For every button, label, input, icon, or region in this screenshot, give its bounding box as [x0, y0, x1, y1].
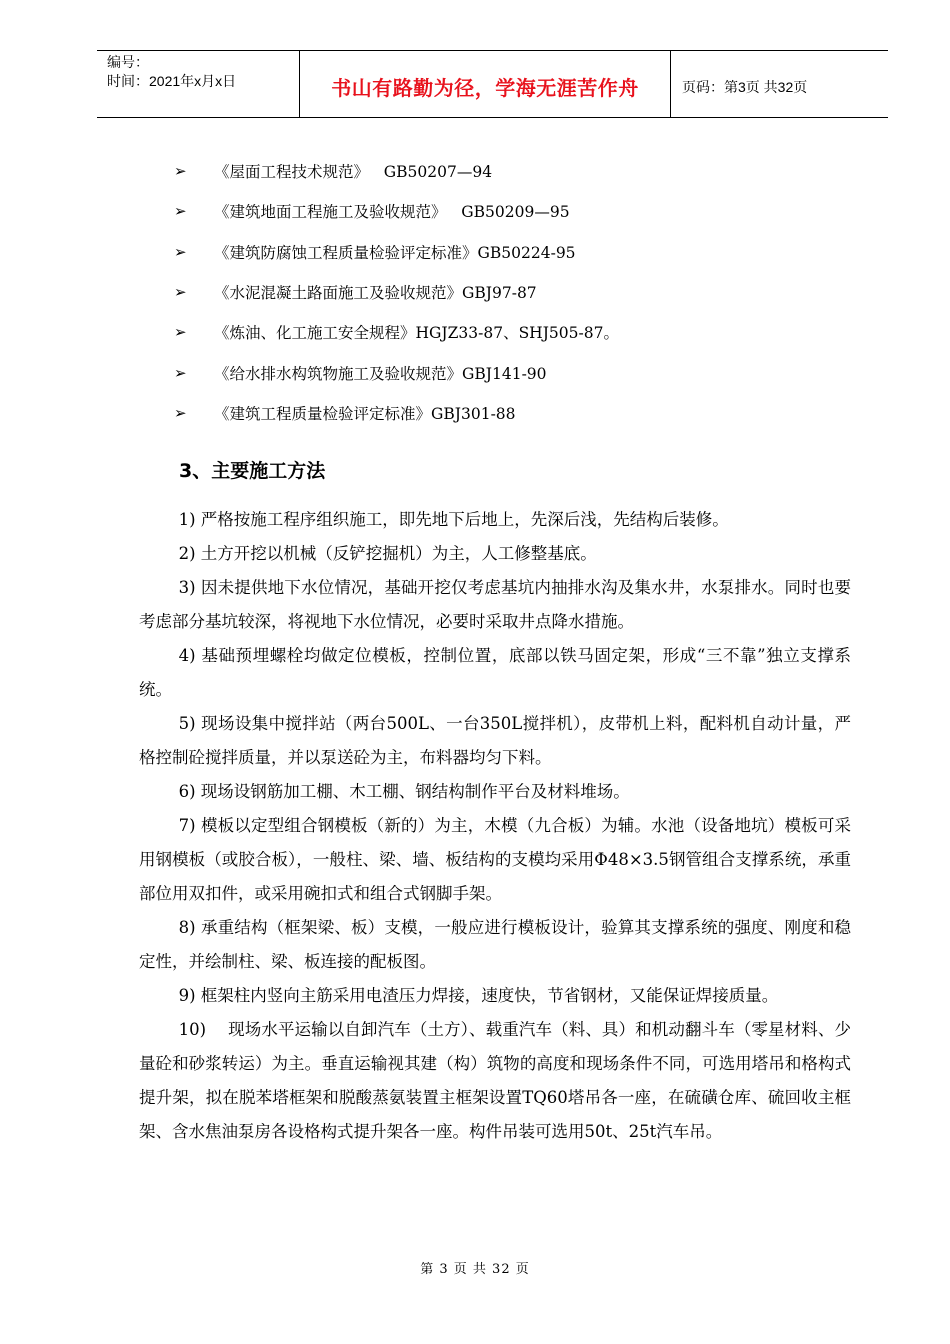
- paragraph: 4) 基础预埋螺栓均做定位模板，控制位置，底部以铁马固定架，形成“三不靠”独立支撑系统。: [139, 646, 851, 699]
- document-time: 时间：2021年x月x日: [107, 73, 237, 89]
- arrow-bullet-icon: ➢: [174, 283, 187, 302]
- standard-text: 《建筑工程质量检验评定标准》GBJ301-88: [214, 404, 516, 423]
- arrow-bullet-icon: ➢: [174, 202, 187, 221]
- header-motto: 书山有路勤为径，学海无涯苦作舟: [331, 76, 639, 100]
- paragraph: 7) 模板以定型组合钢模板（新的）为主，木模（九合板）为辅。水池（设备地坑）模板可采用钢模板（或胶合板），一般柱、梁、墙、板结构的支模均采用Φ48×3.5钢管组合支撑系统，承重部位用双扣件，或采用碗扣式和组合式钢脚手架。: [139, 816, 851, 903]
- standard-text: 《建筑防腐蚀工程质量检验评定标准》GB50224-95: [214, 243, 576, 262]
- paragraph: 3) 因未提供地下水位情况，基础开挖仅考虑基坑内抽排水沟及集水井，水泵排水。同时也要考虑部分基坑较深，将视地下水位情况，必要时采取井点降水措施。: [139, 578, 851, 631]
- paragraph: 1) 严格按施工程序组织施工，即先地下后地上，先深后浅，先结构后装修。: [178, 510, 729, 529]
- standard-text: 《给水排水构筑物施工及验收规范》GBJ141-90: [214, 364, 547, 383]
- list-item: [174, 352, 619, 392]
- standards-list: [174, 151, 619, 433]
- arrow-bullet-icon: ➢: [174, 363, 187, 382]
- page-footer: 第 3 页 共 32 页: [420, 1262, 530, 1277]
- paragraph: 10) 现场水平运输以自卸汽车（土方）、载重汽车（料、具）和机动翻斗车（零星材料、少量砼和砂浆转运）为主。垂直运输视其建（构）筑物的高度和现场条件不同，可选用塔吊和格构式提升架，拟在脱苯塔框架和脱酸蒸氨装置主框架设置TQ60塔吊各一座，在硫磺仓库、硫回收主框架、含水焦油泵房各设格构式提升架各一座。构件吊装可选用50t、25t汽车吊。: [139, 1020, 851, 1141]
- arrow-bullet-icon: ➢: [174, 323, 187, 342]
- list-item: [174, 191, 619, 231]
- standard-text: 《屋面工程技术规范》 GB50207—94: [214, 163, 493, 182]
- arrow-bullet-icon: ➢: [174, 403, 187, 422]
- list-item: [174, 151, 619, 191]
- list-item: [174, 312, 619, 352]
- header-divider-right: [670, 50, 671, 118]
- header-meta: [107, 53, 236, 91]
- section-title: 3、主要施工方法: [179, 460, 326, 482]
- paragraph: 2) 土方开挖以机械（反铲挖掘机）为主，人工修整基底。: [178, 544, 597, 563]
- arrow-bullet-icon: ➢: [174, 242, 187, 261]
- paragraph: 8) 承重结构（框架梁、板）支模，一般应进行模板设计，验算其支撑系统的强度、刚度和稳定性，并绘制柱、梁、板连接的配板图。: [139, 918, 851, 971]
- list-item: [174, 232, 619, 272]
- list-item: [174, 393, 619, 433]
- list-item: [174, 272, 619, 312]
- header-top-rule: [97, 50, 888, 51]
- section-body: [139, 503, 851, 1149]
- paragraph: 6) 现场设钢筋加工棚、木工棚、钢结构制作平台及材料堆场。: [178, 782, 630, 801]
- arrow-bullet-icon: ➢: [174, 162, 187, 181]
- document-number-label: 编号：: [107, 54, 149, 70]
- paragraph: 9) 框架柱内竖向主筋采用电渣压力焊接，速度快，节省钢材，又能保证焊接质量。: [178, 986, 779, 1005]
- standard-text: 《水泥混凝土路面施工及验收规范》GBJ97-87: [214, 284, 537, 303]
- paragraph: 5) 现场设集中搅拌站（两台500L、一台350L搅拌机），皮带机上料，配料机自动计量，严格控制砼搅拌质量，并以泵送砼为主，布料器均匀下料。: [139, 714, 851, 767]
- header-page-info: 页码：第3页 共32页: [682, 79, 808, 95]
- standard-text: 《建筑地面工程施工及验收规范》 GB50209—95: [214, 203, 570, 222]
- header-bottom-rule: [97, 117, 888, 118]
- standard-text: 《炼油、化工施工安全规程》HGJZ33-87、SHJ505-87。: [214, 324, 619, 343]
